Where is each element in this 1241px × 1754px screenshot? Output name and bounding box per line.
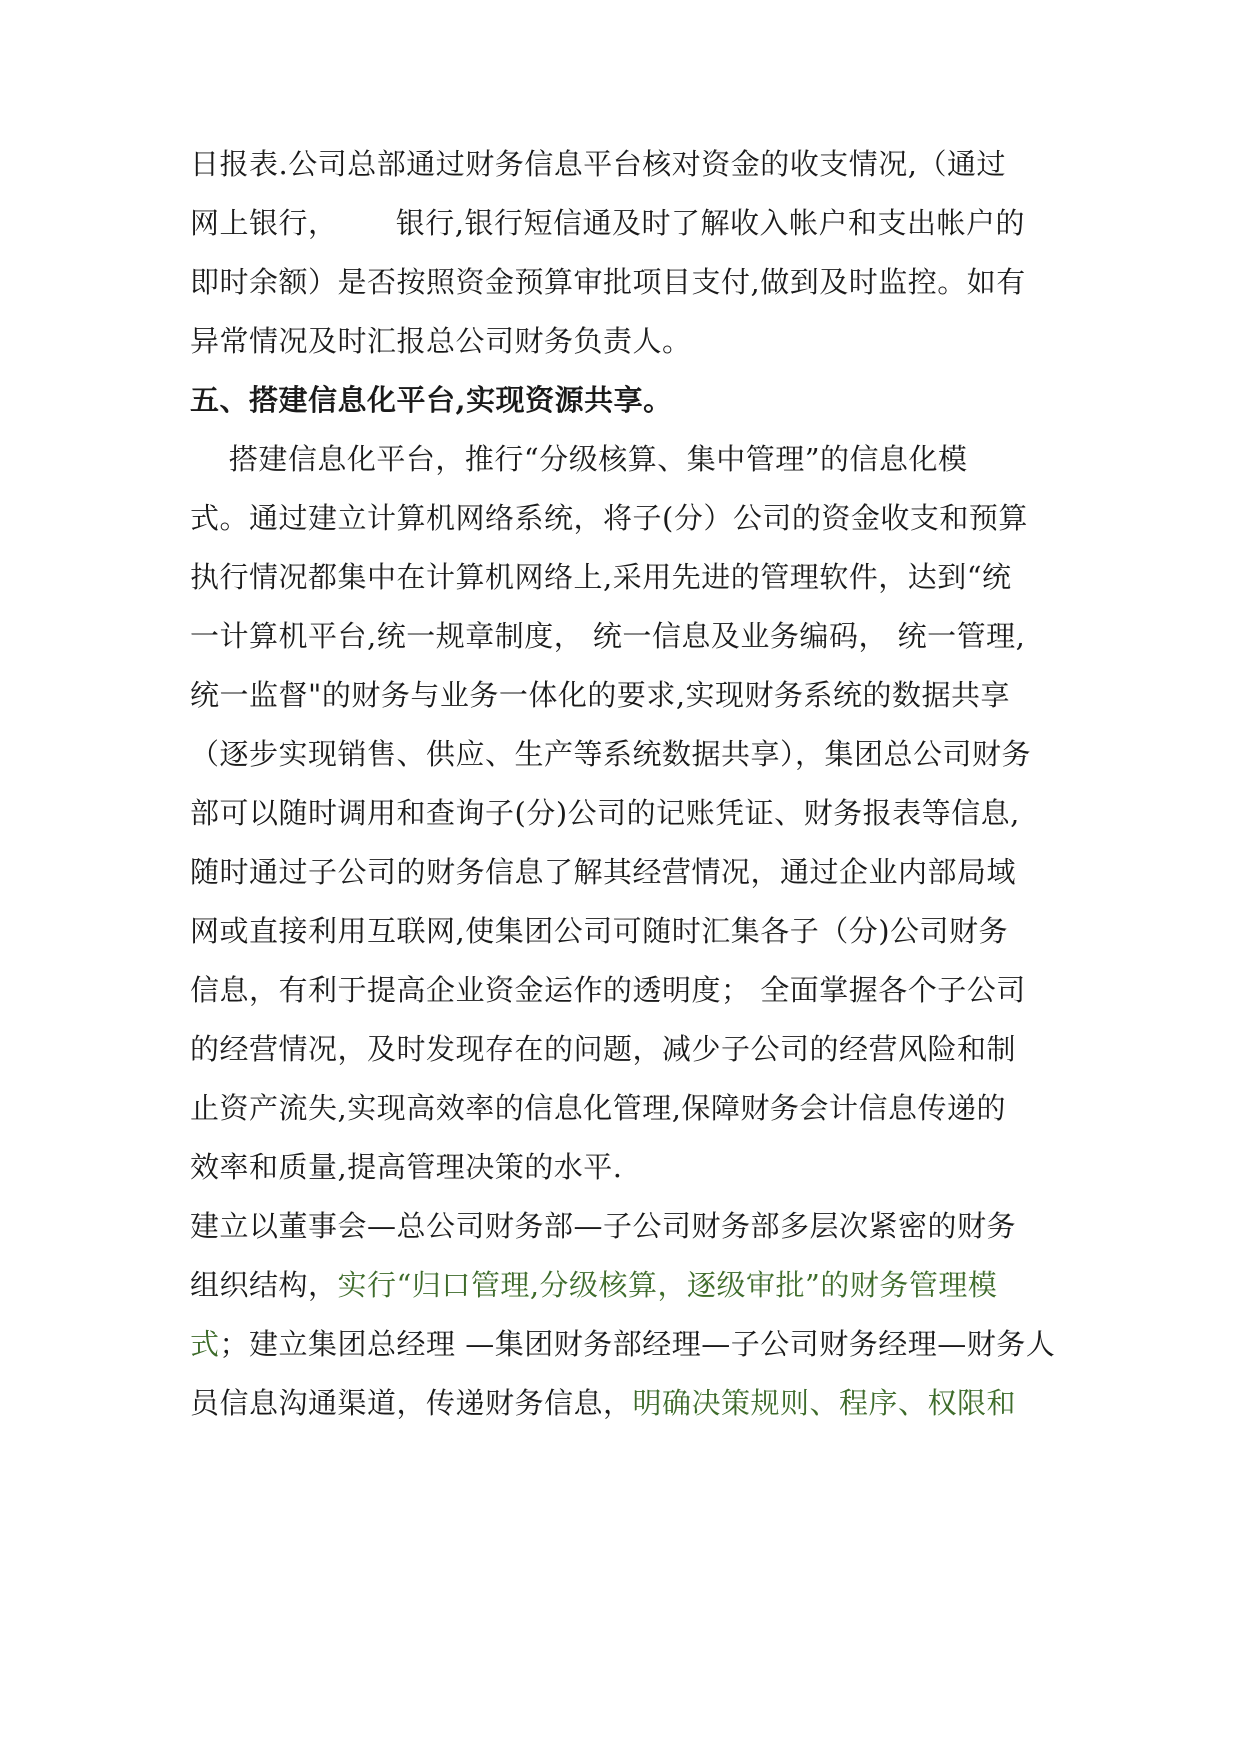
text-line [190,203,1070,243]
text-line [190,1029,1070,1069]
text-segment: 信息，有利于提高企业资金运作的透明度； 全面掌握各个子公司 [190,973,1026,1007]
text-segment: 部可以随时调用和查询子(分)公司的记账凭证、财务报表等信息, [190,796,1020,830]
text-segment: 日报表.公司总部通过财务信息平台核对资金的收支情况,（通过 [190,147,1006,181]
text-segment: 异常情况及时汇报总公司财务负责人。 [190,324,692,358]
heading-text: 五、搭建信息化平台,实现资源共享。 [190,383,673,417]
text-segment: 即时余额）是否按照资金预算审批项目支付,做到及时监控。如有 [190,265,1026,299]
text-segment: （逐步实现销售、供应、生产等系统数据共享），集团总公司财务 [190,737,1032,771]
highlighted-text-segment: 明确决策规则、程序、权限和 [632,1386,1017,1420]
text-line [190,1088,1070,1128]
highlighted-text-segment: 式 [190,1327,220,1361]
text-segment: 统一监督"的财务与业务一体化的要求,实现财务系统的数据共享 [190,678,1011,712]
text-segment: 搭建信息化平台，推行“分级核算、集中管理”的信息化模 [190,442,968,476]
text-line [190,321,1070,361]
section-heading [190,380,1070,420]
text-line [190,557,1070,597]
text-segment: 随时通过子公司的财务信息了解其经营情况，通过企业内部局域 [190,855,1017,889]
text-line [190,793,1070,833]
text-line [190,498,1070,538]
text-line [190,1147,1070,1187]
text-line [190,911,1070,951]
text-line [190,616,1070,656]
text-line [190,1206,1070,1246]
text-line [190,439,1070,479]
text-line [190,734,1070,774]
text-line [190,144,1070,184]
text-segment: 式。通过建立计算机网络系统，将子(分）公司的资金收支和预算 [190,501,1028,535]
text-line [190,1383,1070,1423]
text-line [190,1265,1070,1305]
text-line [190,1324,1070,1364]
text-segment: 网上银行， 银行,银行短信通及时了解收入帐户和支出帐户的 [190,206,1026,240]
text-segment: 网或直接利用互联网,使集团公司可随时汇集各子（分)公司财务 [190,914,1009,948]
text-segment: 组织结构， [190,1268,338,1302]
text-segment: 建立以董事会—总公司财务部—子公司财务部多层次紧密的财务 [190,1209,1017,1243]
text-segment: ；建立集团总经理 —集团财务部经理—子公司财务经理—财务人 [219,1327,1056,1361]
text-segment: 的经营情况，及时发现存在的问题，减少子公司的经营风险和制 [190,1032,1017,1066]
text-line [190,675,1070,715]
text-segment: 效率和质量,提高管理决策的水平. [190,1150,623,1184]
text-line [190,970,1070,1010]
text-segment: 执行情况都集中在计算机网络上,采用先进的管理软件，达到“统 [190,560,1012,594]
text-segment: 一计算机平台,统一规章制度， 统一信息及业务编码， 统一管理, [190,619,1026,653]
text-segment: 止资产流失,实现高效率的信息化管理,保障财务会计信息传递的 [190,1091,1006,1125]
highlighted-text-segment: 实行“归口管理,分级核算，逐级审批”的财务管理模 [337,1268,998,1302]
text-line [190,852,1070,892]
text-line [190,262,1070,302]
text-segment: 员信息沟通渠道，传递财务信息， [190,1386,633,1420]
